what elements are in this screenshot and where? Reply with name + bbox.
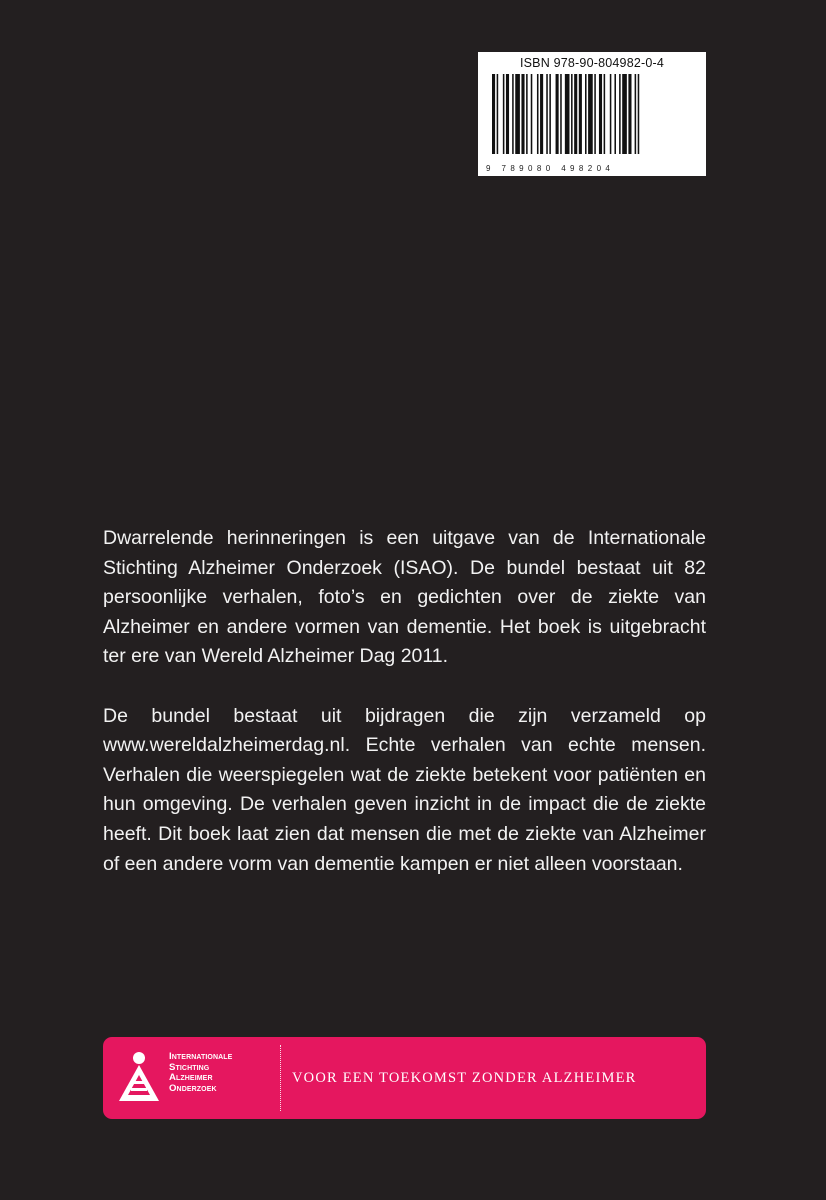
logo-line-onderzoek: Onderzoek — [169, 1082, 217, 1094]
logo-line-alzheimer: Alzheimer — [169, 1072, 213, 1084]
logo-line-stichting: Stichting — [169, 1061, 210, 1073]
isao-logo-text — [169, 1052, 232, 1094]
barcode-digits: 9 789080 498204 — [486, 164, 615, 173]
isbn-label: ISBN 978-90-804982-0-4 — [519, 56, 665, 70]
logo-line-international: Internationale — [169, 1051, 233, 1062]
paragraph-intro: Dwarrelende herinneringen is een uitgave van de Internationale Stichting Alzheimer Onderzoek (ISAO). De bundel bestaat uit 82 persoonlijke verhalen, foto’s en gedichten over de ziekte van Alzheimer en andere vormen van dementie. Het boek is uitgebracht ter ere van Wereld Alzheimer Dag 2011. — [103, 527, 706, 668]
isao-banner — [103, 1037, 706, 1119]
barcode-box — [478, 52, 706, 176]
barcode-icon — [492, 74, 692, 154]
banner-divider — [280, 1045, 281, 1111]
isao-logo-icon — [117, 1051, 161, 1105]
slogan: VOOR EEN TOEKOMST ZONDER ALZHEIMER — [292, 1070, 637, 1086]
back-cover-text — [103, 524, 706, 879]
paragraph-stories: De bundel bestaat uit bijdragen die zijn verzameld op www.wereldalzheimerdag.nl. Echte verhalen van echte mensen. Verhalen die weerspiegelen wat de ziekte betekent voor patiënten en hun omgeving. De verhalen geven inzicht in de impact die de ziekte heeft. Dit boek laat zien dat mensen die met de ziekte van Alzheimer of een andere vorm van dementie kampen er niet alleen voorstaan. — [103, 704, 706, 875]
